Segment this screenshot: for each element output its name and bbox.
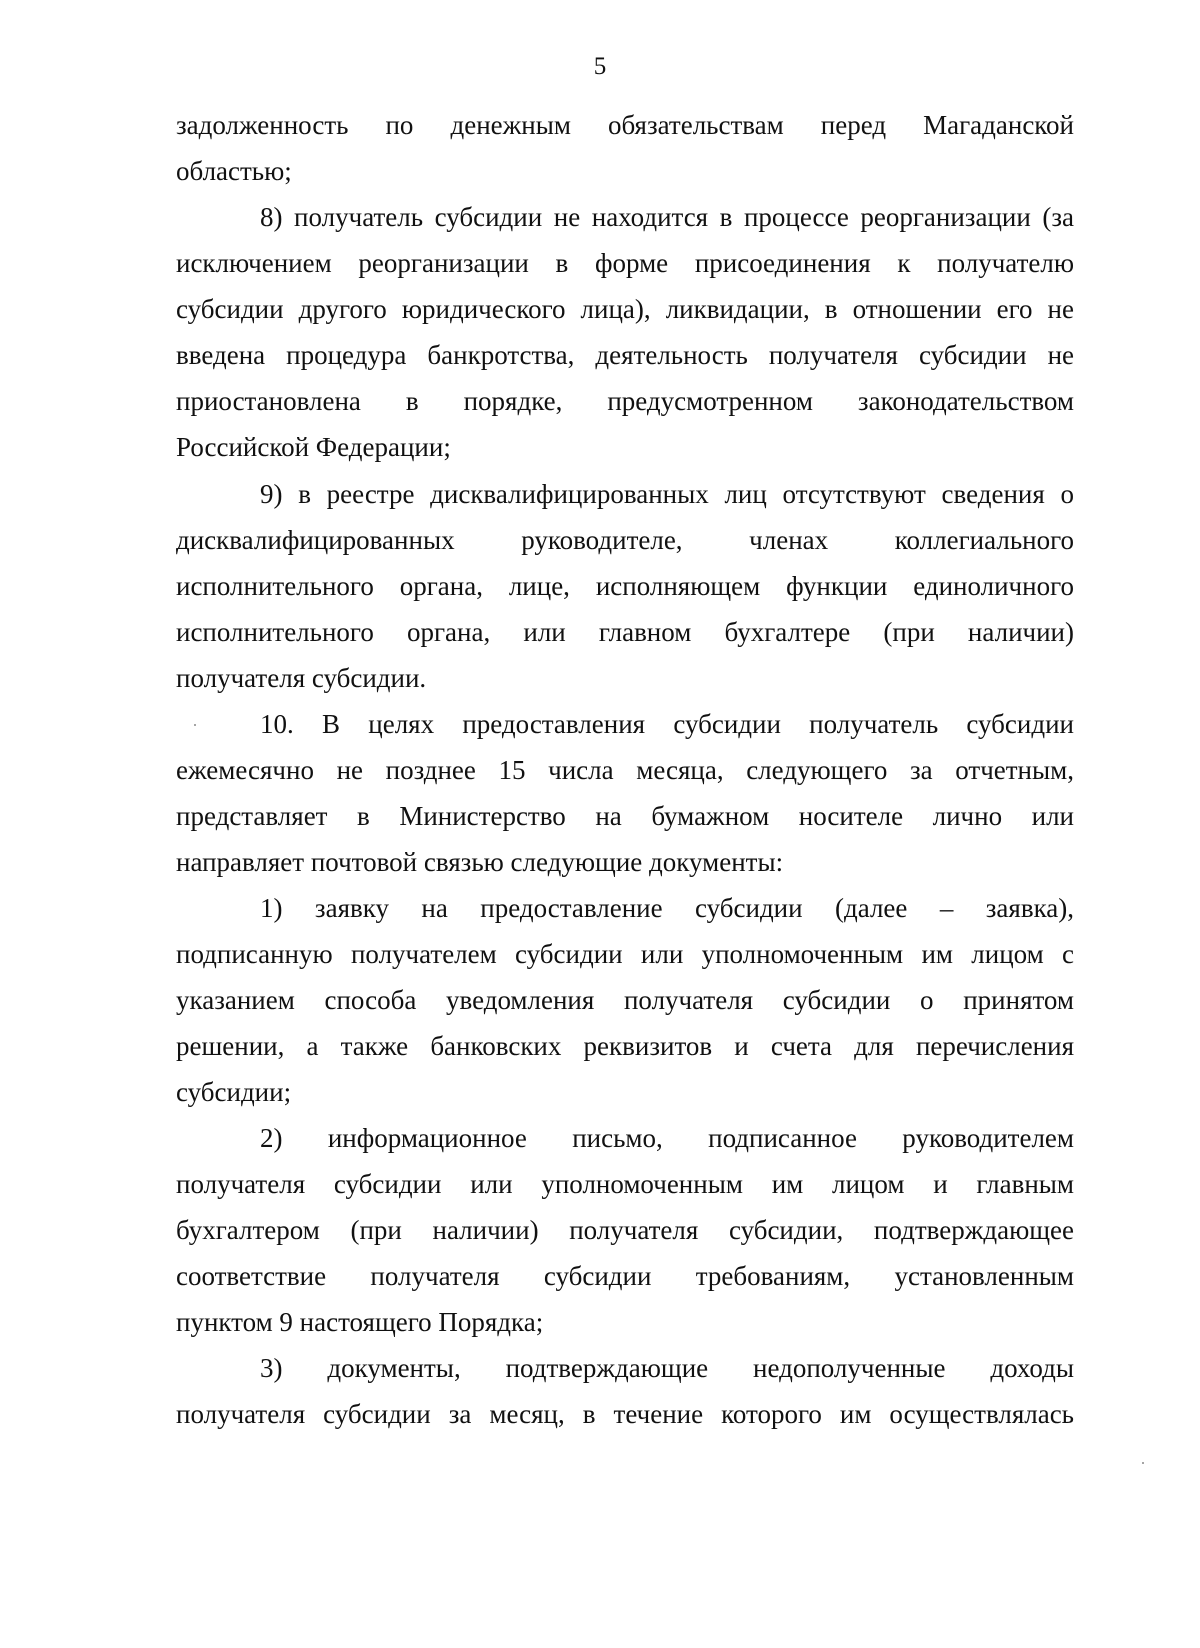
scan-speck	[194, 724, 196, 726]
text-line: 2) информационное письмо, подписанное руководителем	[260, 1123, 1074, 1153]
text-line: 3) документы, подтверждающие недополученные доходы	[260, 1353, 1074, 1383]
text-line: задолженность по денежным обязательствам перед Магаданской	[176, 110, 1074, 140]
page-number: 5	[593, 53, 607, 80]
text-line: направляет почтовой связью следующие документы:	[176, 847, 784, 877]
text-line: субсидии другого юридического лица), ликвидации, в отношении его не	[176, 294, 1074, 324]
text-line: 10. В целях предоставления субсидии получатель субсидии	[260, 709, 1074, 739]
text-line: указанием способа уведомления получателя субсидии о принятом	[176, 985, 1074, 1015]
text-line: подписанную получателем субсидии или уполномоченным им лицом с	[176, 939, 1074, 969]
text-line: введена процедура банкротства, деятельность получателя субсидии не	[176, 340, 1074, 370]
text-line: бухгалтером (при наличии) получателя субсидии, подтверждающее	[176, 1215, 1074, 1245]
text-line: получателя субсидии или уполномоченным им лицом и главным	[176, 1169, 1074, 1199]
text-line: исполнительного органа, лице, исполняющем функции единоличного	[176, 571, 1074, 601]
text-line: ежемесячно не позднее 15 числа месяца, следующего за отчетным,	[176, 755, 1074, 785]
text-line: представляет в Министерство на бумажном носителе лично или	[176, 801, 1074, 831]
text-line: приостановлена в порядке, предусмотренном законодательством	[176, 386, 1074, 416]
text-line: исключением реорганизации в форме присоединения к получателю	[176, 248, 1074, 278]
text-line: 8) получатель субсидии не находится в процессе реорганизации (за	[260, 202, 1074, 232]
text-line: получателя субсидии за месяц, в течение которого им осуществлялась	[176, 1399, 1074, 1429]
text-line: решении, а также банковских реквизитов и счета для перечисления	[176, 1031, 1074, 1061]
text-line: Российской Федерации;	[176, 432, 451, 462]
text-line: дисквалифицированных руководителе, членах коллегиального	[176, 525, 1074, 555]
text-line: получателя субсидии.	[176, 663, 427, 693]
text-line: субсидии;	[176, 1077, 292, 1107]
text-line: областью;	[176, 156, 292, 186]
scan-speck	[1142, 1462, 1144, 1464]
text-line: соответствие получателя субсидии требованиям, установленным	[176, 1261, 1074, 1291]
text-line: исполнительного органа, или главном бухгалтере (при наличии)	[176, 617, 1074, 647]
text-line: 1) заявку на предоставление субсидии (далее – заявка),	[260, 893, 1074, 923]
text-line: пунктом 9 настоящего Порядка;	[176, 1307, 544, 1337]
text-line: 9) в реестре дисквалифицированных лиц отсутствуют сведения о	[260, 479, 1074, 509]
